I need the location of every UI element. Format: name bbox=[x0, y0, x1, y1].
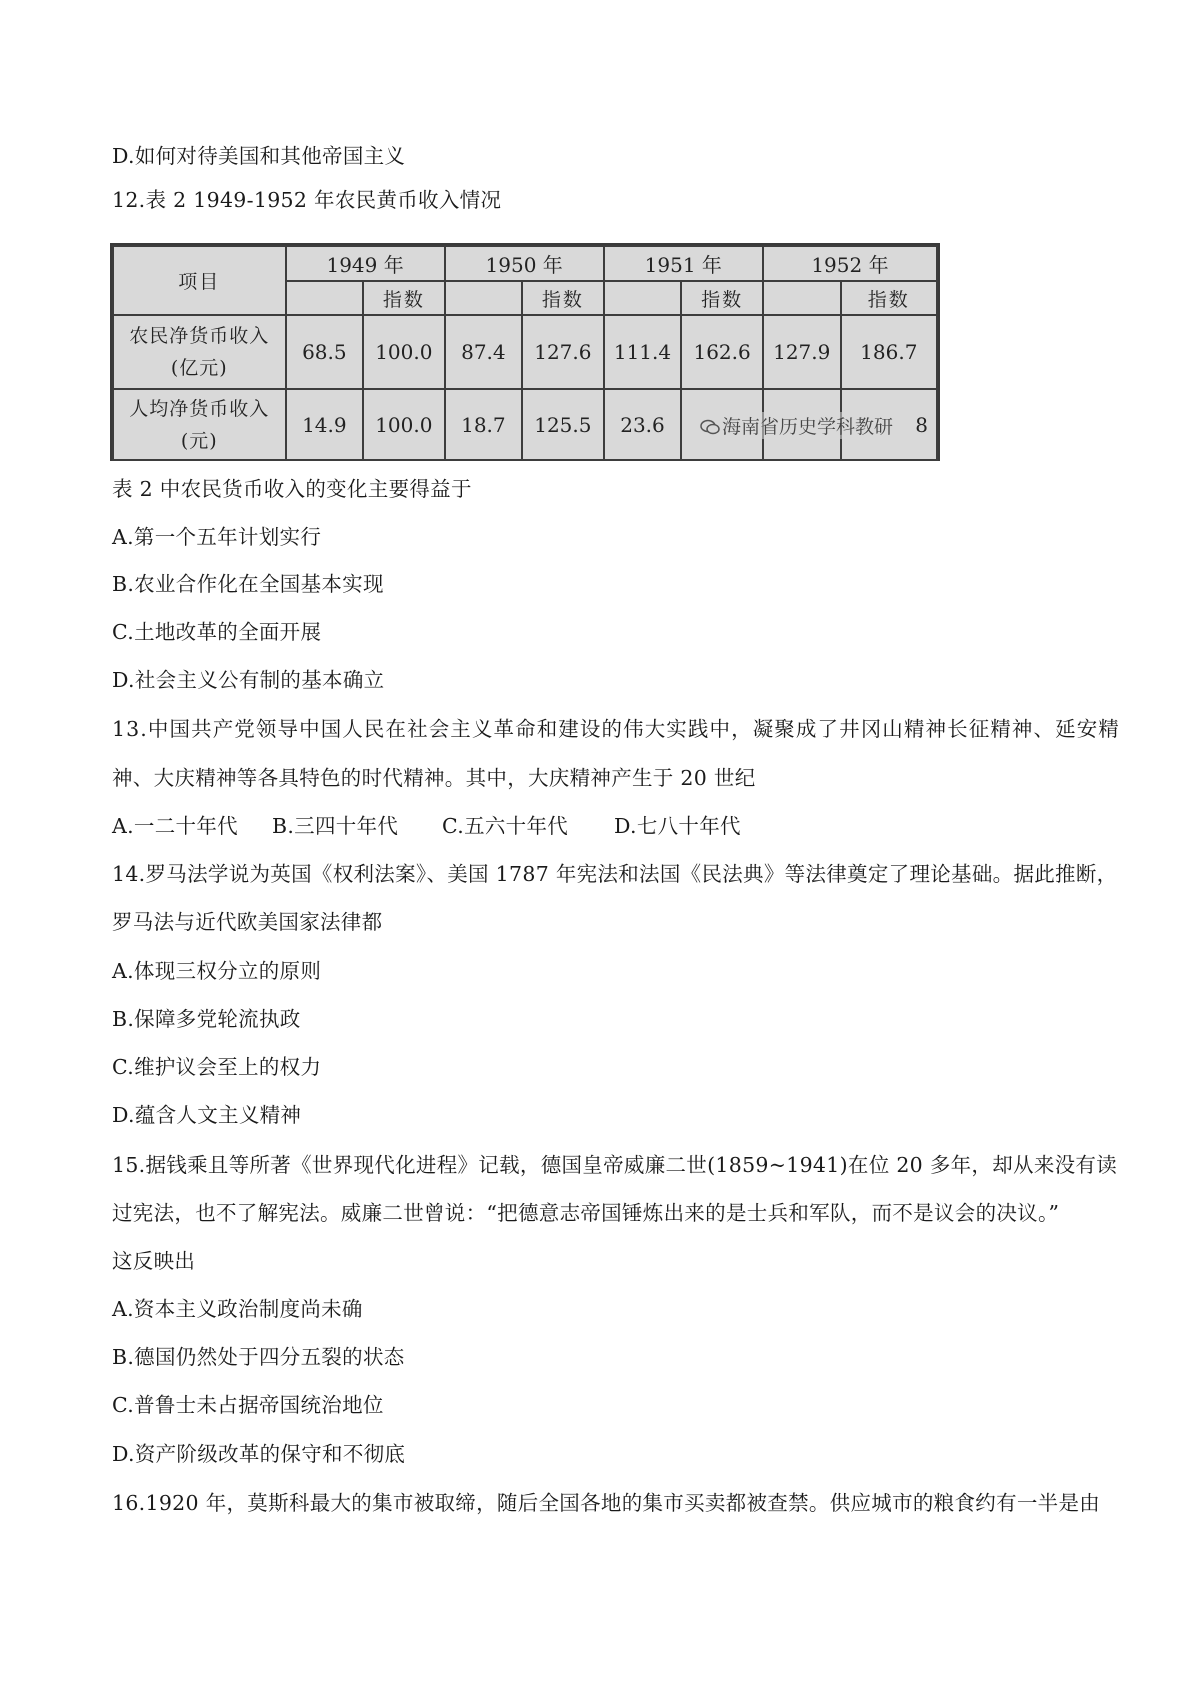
q15-option-c: C.普鲁士未占据帝国统治地位 bbox=[112, 1393, 384, 1417]
index-header: 指数 bbox=[522, 281, 604, 315]
q15-stem-line2: 过宪法，也不了解宪法。威廉二世曾说：“把德意志帝国锤炼出来的是士兵和军队，而不是议会的决议。” bbox=[112, 1201, 1060, 1225]
q13-stem-line2: 神、大庆精神等各具特色的时代精神。其中，大庆精神产生于 20 世纪 bbox=[112, 766, 756, 790]
watermark-text: 海南省历史学科教研 bbox=[722, 416, 894, 438]
row-label-farmer-income bbox=[113, 315, 286, 389]
table-cell: 100.0 bbox=[363, 315, 445, 389]
table-cell bbox=[604, 281, 682, 315]
table-cell: 8 bbox=[841, 389, 937, 460]
table-corner-header: 项目 bbox=[113, 246, 286, 315]
q15-stem-line1: 15.据钱乘且等所著《世界现代化进程》记载，德国皇帝威廉二世(1859~1941)在位 20 多年，却从来没有读 bbox=[112, 1153, 1118, 1177]
q12-option-a: A.第一个五年计划实行 bbox=[112, 525, 322, 549]
table-cell bbox=[286, 281, 363, 315]
q13-option-c: C.五六十年代 bbox=[442, 814, 569, 838]
q13-options bbox=[112, 812, 741, 840]
q13-stem-line1: 13.中国共产党领导中国人民在社会主义革命和建设的伟大实践中，凝聚成了井冈山精神长征精神、延安精 bbox=[112, 717, 1120, 741]
table-cell: 68.5 bbox=[286, 315, 363, 389]
q12-option-c: C.土地改革的全面开展 bbox=[112, 620, 322, 644]
q15-option-a: A.资本主义政治制度尚未确 bbox=[112, 1297, 363, 1321]
table-row bbox=[113, 315, 937, 389]
q11-option-d: D.如何对待美国和其他帝国主义 bbox=[112, 144, 406, 168]
year-header-1951: 1951 年 bbox=[604, 246, 763, 281]
q15-option-d: D.资产阶级改革的保守和不彻底 bbox=[112, 1442, 406, 1466]
row-label-unit: (元) bbox=[180, 429, 218, 452]
q14-option-d: D.蕴含人文主义精神 bbox=[112, 1103, 302, 1127]
table-cell: 127.6 bbox=[522, 315, 604, 389]
index-header: 指数 bbox=[363, 281, 445, 315]
year-header-1949: 1949 年 bbox=[286, 246, 445, 281]
q14-option-c: C.维护议会至上的权力 bbox=[112, 1055, 322, 1079]
year-header-1950: 1950 年 bbox=[445, 246, 604, 281]
q13-option-d: D.七八十年代 bbox=[614, 814, 741, 838]
q16-stem-line1: 16.1920 年，莫斯科最大的集市被取缔，随后全国各地的集市买卖都被查禁。供应城市的粮食约有一半是由 bbox=[112, 1491, 1101, 1515]
table-cell: 87.4 bbox=[445, 315, 522, 389]
row-label-line: 农民净货币收入 bbox=[129, 325, 270, 347]
index-header: 指数 bbox=[841, 281, 937, 315]
row-label-line: 人均净货币收入 bbox=[129, 397, 270, 420]
table-cell: 186.7 bbox=[841, 315, 937, 389]
q14-stem-line2: 罗马法与近代欧美国家法律都 bbox=[112, 910, 383, 934]
table-cell: 23.6 bbox=[604, 389, 682, 460]
q14-option-b: B.保障多党轮流执政 bbox=[112, 1007, 301, 1031]
q12-stem: 表 2 中农民货币收入的变化主要得益于 bbox=[112, 477, 472, 501]
table-cell: 127.9 bbox=[763, 315, 841, 389]
table-cell: 162.6 bbox=[681, 315, 763, 389]
table-cell: 111.4 bbox=[604, 315, 682, 389]
q13-option-b: B.三四十年代 bbox=[272, 814, 399, 838]
year-header-1952: 1952 年 bbox=[763, 246, 937, 281]
table-cell bbox=[445, 281, 522, 315]
q14-option-a: A.体现三权分立的原则 bbox=[112, 959, 322, 983]
table-cell bbox=[763, 281, 841, 315]
row-label-per-capita-income bbox=[113, 389, 286, 460]
q12-option-b: B.农业合作化在全国基本实现 bbox=[112, 572, 384, 596]
table-cell: 18.7 bbox=[445, 389, 522, 460]
q12-option-d: D.社会主义公有制的基本确立 bbox=[112, 668, 385, 692]
row-label-unit: (亿元) bbox=[170, 357, 228, 379]
watermark bbox=[700, 412, 893, 439]
q15-stem-line3: 这反映出 bbox=[112, 1249, 196, 1273]
q12-table-caption: 12.表 2 1949-1952 年农民黄币收入情况 bbox=[112, 188, 502, 212]
table-cell: 14.9 bbox=[286, 389, 363, 460]
table-cell: 125.5 bbox=[522, 389, 604, 460]
index-header: 指数 bbox=[681, 281, 763, 315]
q14-stem-line1: 14.罗马法学说为英国《权利法案》、美国 1787 年宪法和法国《民法典》等法律奠定了理论基础。据此推断， bbox=[112, 862, 1118, 886]
q15-option-b: B.德国仍然处于四分五裂的状态 bbox=[112, 1345, 405, 1369]
wechat-icon bbox=[700, 418, 720, 434]
q13-option-a: A.一二十年代 bbox=[112, 814, 238, 838]
table-cell: 100.0 bbox=[363, 389, 445, 460]
